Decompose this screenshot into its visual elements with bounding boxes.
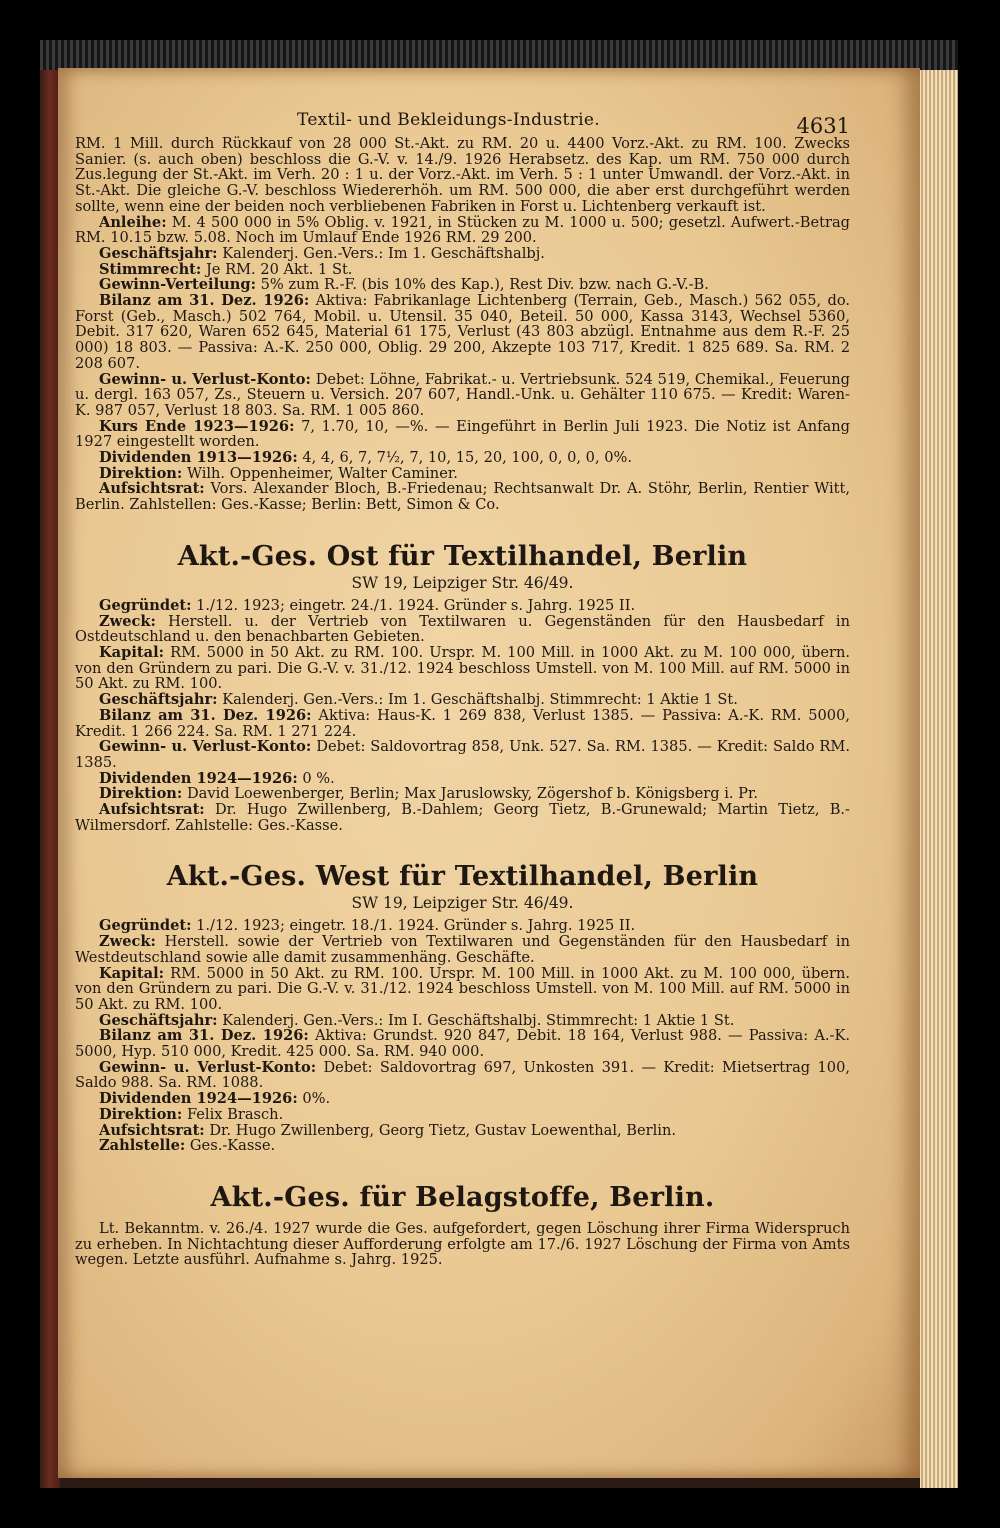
section-para: Direktion: Felix Brasch.	[99, 1105, 284, 1123]
page-edges	[920, 70, 958, 1488]
section-title: Akt.-Ges. West für Textilhandel, Berlin	[166, 861, 759, 893]
intro-para: Gewinn- u. Verlust-Konto: Debet: Löhne, Fabrikat.- u. Vertriebsunk. 524 519, Chemikal., Feuerung u. dergl. 163 057, Zs., Steuern u. Versich. 207 607, Handl.-Unk. u. Gehälter 110 675. — Kredit: Waren-K. 987 057, Verlust 18 803. Sa. RM. 1 005 860.	[75, 370, 851, 419]
section-para: Dividenden 1924—1926: 0%.	[99, 1090, 331, 1108]
section-para: Gewinn- u. Verlust-Konto: Debet: Saldovortrag 858, Unk. 527. Sa. RM. 1385. — Kredit: Saldo RM. 1385.	[75, 738, 851, 771]
section-para: Lt. Bekanntm. v. 26./4. 1927 wurde die Ges. aufgefordert, gegen Löschung ihrer Firma Widerspruch zu erheben. In Nichtachtung dieser Aufforderung erfolgte am 17./6. 1927 Löschung der Firma von Amts wegen. Letzte ausführl. Aufnahme s. Jahrg. 1925.	[75, 1219, 850, 1269]
section-para: Zahlstelle: Ges.-Kasse.	[99, 1137, 276, 1155]
section-para: Gegründet: 1./12. 1923; eingetr. 24./1. 1924. Gründer s. Jahrg. 1925 II.	[99, 596, 636, 614]
section-address: SW 19, Leipziger Str. 46/49.	[351, 894, 574, 913]
intro-para: Gewinn-Verteilung: 5% zum R.-F. (bis 10% des Kap.), Rest Div. bzw. nach G.-V.-B.	[99, 276, 709, 294]
running-title: Textil- und Bekleidungs-Industrie.	[297, 110, 600, 130]
section-address: SW 19, Leipziger Str. 46/49.	[351, 573, 574, 592]
page-content	[75, 110, 850, 1268]
section-para: Bilanz am 31. Dez. 1926: Aktiva: Grundst. 920 847, Debit. 18 164, Verlust 988. — Passiva: A.-K. 5000, Hyp. 510 000, Kredit. 425 000. Sa. RM. 940 000.	[75, 1027, 850, 1061]
section-para: Direktion: David Loewenberger, Berlin; Max Jaruslowsky, Zögershof b. Königsberg i. Pr.	[99, 785, 759, 803]
company-section-west	[75, 861, 850, 1154]
page-number: 4631	[796, 114, 850, 138]
section-para: Geschäftsjahr: Kalenderj. Gen.-Vers.: Im I. Geschäftshalbj. Stimmrecht: 1 Aktie 1 St.	[99, 1011, 735, 1029]
intro-para: Anleihe: M. 4 500 000 in 5% Oblig. v. 1921, in Stücken zu M. 1000 u. 500; gesetzl. Aufwert.-Betrag RM. 10.15 bzw. 5.08. Noch im Umlauf Ende 1926 RM. 29 200.	[75, 213, 850, 247]
section-para: Kapital: RM. 5000 in 50 Akt. zu RM. 100. Urspr. M. 100 Mill. in 1000 Akt. zu M. 100 000, übern. von den Gründern zu pari. Die G.-V. v. 31./12. 1924 beschloss Umstell. von M. 100 Mill. auf RM. 5000 in 50 Akt. zu RM. 100.	[75, 964, 850, 1013]
book-binding	[40, 40, 958, 70]
section-para: Aufsichtsrat: Dr. Hugo Zwillenberg, Georg Tietz, Gustav Loewenthal, Berlin.	[99, 1121, 676, 1139]
intro-para: RM. 1 Mill. durch Rückkauf von 28 000 St.-Akt. zu RM. 20 u. 4400 Vorz.-Akt. zu RM. 100. Zwecks Sanier. (s. auch oben) beschloss die G.-V. v. 14./9. 1926 Herabsetz. des Kap. um RM. 750 000 durch Zus.legung der St.-Akt. im Verh. 20 : 1 u. der Vorz.-Akt. im Verh. 5 : 1 unter Umwandl. der Vorz.-Akt. in St.-Akt. Die gleiche G.-V. beschloss Wiedererhöh. um RM. 500 000, die aber erst durchgeführt werden sollte, wenn eine der beiden noch verbliebenen Fabriken in Forst u. Lichtenberg verkauft ist.	[75, 135, 850, 215]
section-para: Zweck: Herstell. u. der Vertrieb von Textilwaren u. Gegenständen für den Hausbedarf in Ostdeutschland u. den benachbarten Gebieten.	[75, 612, 850, 646]
section-para: Zweck: Herstell. sowie der Vertrieb von Textilwaren und Gegenständen für den Hausbedarf in Westdeutschland sowie alle damit zusammenhäng. Geschäfte.	[75, 933, 850, 966]
section-para: Kapital: RM. 5000 in 50 Akt. zu RM. 100. Urspr. M. 100 Mill. in 1000 Akt. zu M. 100 000, übern. von den Gründern zu pari. Die G.-V. v. 31./12. 1924 beschloss Umstell. von M. 100 Mill. auf RM. 5000 in 50 Akt. zu RM. 100.	[75, 643, 850, 693]
intro-para: Bilanz am 31. Dez. 1926: Aktiva: Fabrikanlage Lichtenberg (Terrain, Geb., Masch.) 562 055, do. Forst (Geb., Masch.) 502 764, Mobil. u. Utensil. 35 040, Beteil. 50 000, Kassa 3143, Wechsel 5360, Debit. 317 620, Waren 652 645, Material 61 175, Verlust (43 803 abzügl. Entnahme aus dem R.-F. 25 000) 18 803. — Passiva: A.-K. 250 000, Oblig. 29 200, Akzepte 103 717, Kredit. 1 825 689. Sa. RM. 2 208 607.	[75, 292, 850, 372]
intro-para: Kurs Ende 1923—1926: 7, 1.70, 10, —%. — Eingeführt in Berlin Juli 1923. Die Notiz ist Anfang 1927 eingestellt worden.	[75, 417, 850, 451]
company-section-belagstoffe	[75, 1182, 850, 1268]
intro-para: Direktion: Wilh. Oppenheimer, Walter Caminer.	[99, 464, 458, 482]
section-title: Akt.-Ges. für Belagstoffe, Berlin.	[210, 1181, 715, 1213]
company-section-ost	[75, 541, 850, 834]
book-spine	[40, 70, 60, 1488]
section-para: Gewinn- u. Verlust-Konto: Debet: Saldovortrag 697, Unkosten 391. — Kredit: Mietsertrag 100, Saldo 988. Sa. RM. 1088.	[75, 1058, 850, 1092]
intro-para: Stimmrecht: Je RM. 20 Akt. 1 St.	[99, 260, 353, 278]
intro-block	[75, 136, 850, 513]
intro-para: Aufsichtsrat: Vors. Alexander Bloch, B.-Friedenau; Rechtsanwalt Dr. A. Stöhr, Berlin, Rentier Witt, Berlin. Zahlstellen: Ges.-Kasse; Berlin: Bett, Simon & Co.	[75, 480, 850, 514]
running-header	[75, 110, 850, 136]
section-para: Gegründet: 1./12. 1923; eingetr. 18./1. 1924. Gründer s. Jahrg. 1925 II.	[99, 917, 636, 935]
intro-para: Dividenden 1913—1926: 4, 4, 6, 7, 7½, 7, 10, 15, 20, 100, 0, 0, 0, 0%.	[99, 449, 633, 467]
intro-para: Geschäftsjahr: Kalenderj. Gen.-Vers.: Im 1. Geschäftshalbj.	[99, 244, 545, 262]
section-para: Bilanz am 31. Dez. 1926: Aktiva: Haus-K. 1 269 838, Verlust 1385. — Passiva: A.-K. RM. 5000, Kredit. 1 266 224. Sa. RM. 1 271 224.	[75, 706, 851, 740]
section-title: Akt.-Ges. Ost für Textilhandel, Berlin	[177, 540, 748, 572]
section-para: Dividenden 1924—1926: 0 %.	[99, 769, 335, 787]
section-para: Aufsichtsrat: Dr. Hugo Zwillenberg, B.-Dahlem; Georg Tietz, B.-Grunewald; Martin Tietz, B.-Wilmersdorf. Zahlstelle: Ges.-Kasse.	[75, 801, 850, 834]
section-para: Geschäftsjahr: Kalenderj. Gen.-Vers.: Im 1. Geschäftshalbj. Stimmrecht: 1 Aktie 1 St.	[99, 691, 738, 709]
